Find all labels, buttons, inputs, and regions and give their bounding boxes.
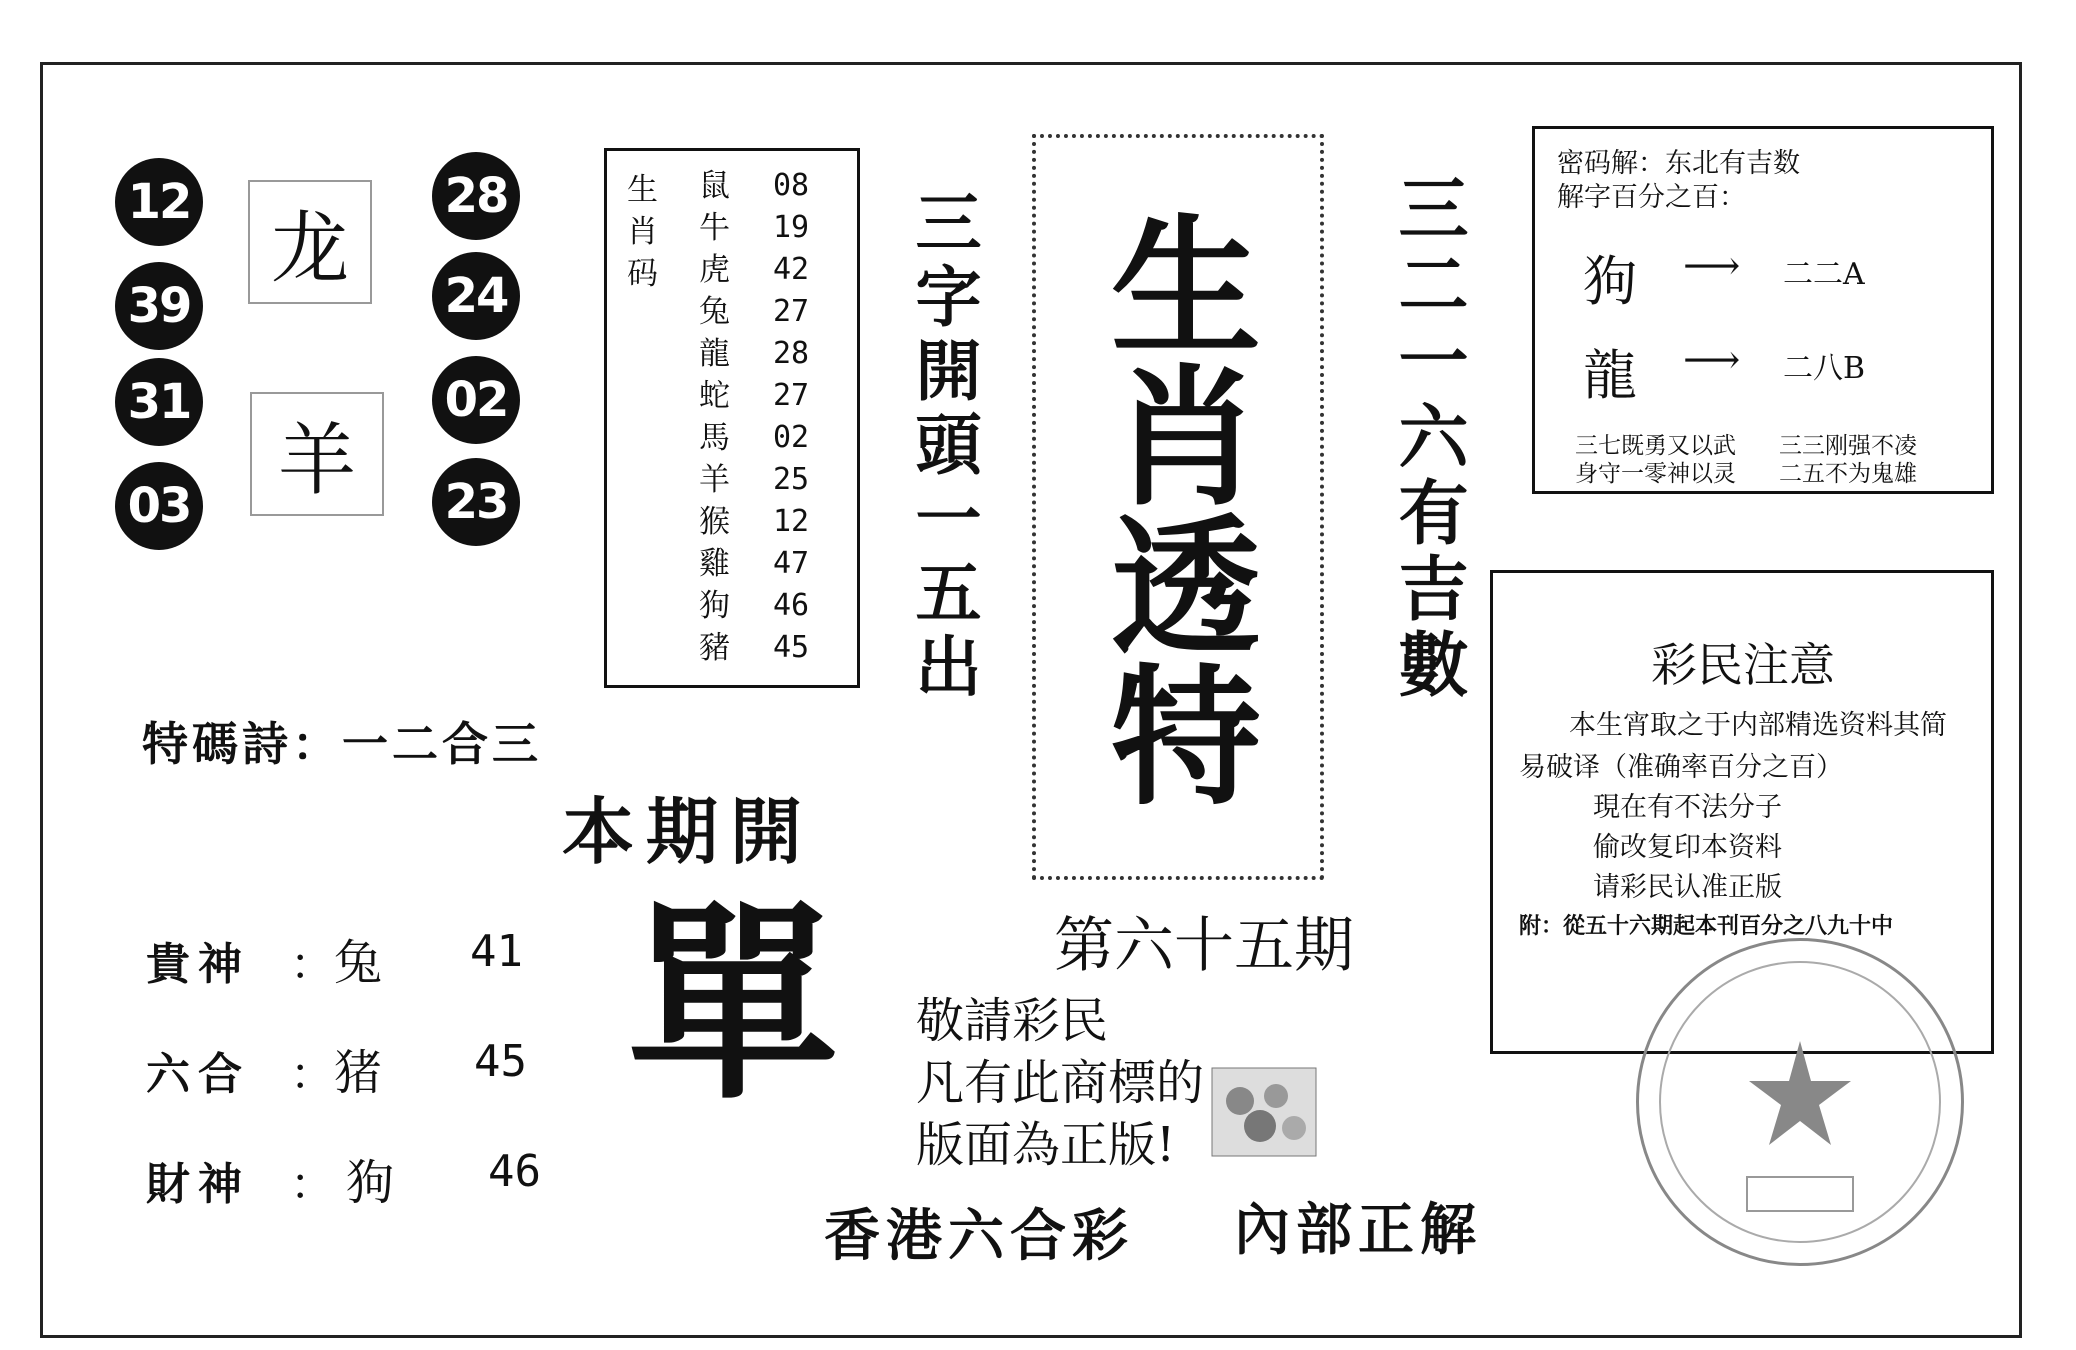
notice-line: 偷改复印本资料 bbox=[1593, 832, 1782, 863]
left-vertical-slogan: 三字開頭一五出 bbox=[904, 188, 982, 706]
cipher-poem: 二五不为鬼雄 bbox=[1779, 461, 1917, 487]
zodiac-box-dragon: 龙 bbox=[248, 180, 372, 304]
cipher-box bbox=[1532, 126, 1994, 494]
god-animal: 兔 bbox=[334, 935, 383, 991]
table-animal: 兔 bbox=[699, 294, 730, 330]
table-label: 生肖码 bbox=[627, 172, 658, 292]
god-number: 46 bbox=[488, 1146, 541, 1197]
god-number: 45 bbox=[474, 1036, 527, 1087]
table-number: 25 bbox=[773, 462, 810, 497]
table-animal: 牛 bbox=[699, 210, 730, 246]
single-character: 單 bbox=[628, 881, 839, 1128]
table-animal: 蛇 bbox=[699, 378, 730, 414]
zodiac-code-table bbox=[604, 148, 860, 688]
table-number-column bbox=[773, 165, 833, 669]
bottom-left-text: 香港六合彩 bbox=[824, 1203, 1134, 1269]
table-number: 27 bbox=[773, 294, 810, 329]
table-animal: 龍 bbox=[699, 336, 730, 372]
number-ball: 31 bbox=[115, 358, 203, 446]
number-ball: 39 bbox=[115, 262, 203, 350]
notice-line: 易破译（准确率百分之百） bbox=[1519, 752, 1843, 783]
table-animal: 馬 bbox=[699, 420, 730, 456]
table-number: 47 bbox=[773, 546, 810, 581]
number-ball: 12 bbox=[115, 158, 203, 246]
table-number: 46 bbox=[773, 588, 810, 623]
table-animal: 羊 bbox=[699, 462, 730, 498]
god-label: 貴神 bbox=[146, 939, 250, 990]
notice-line: 本生宵取之于内部精选资料其简 bbox=[1569, 710, 1947, 741]
number-ball: 02 bbox=[432, 356, 520, 444]
notice-line: 現在有不法分子 bbox=[1593, 792, 1782, 823]
number-ball: 28 bbox=[432, 152, 520, 240]
table-number: 42 bbox=[773, 252, 810, 287]
arrow-icon: ⟶ bbox=[1683, 337, 1741, 383]
cipher-poem: 三七既勇又以武 bbox=[1575, 433, 1736, 459]
table-animal: 狗 bbox=[699, 588, 730, 624]
arrow-icon: ⟶ bbox=[1683, 243, 1741, 289]
main-title: 生肖透特 bbox=[1085, 208, 1261, 808]
cipher-code: 二八B bbox=[1783, 351, 1866, 386]
table-number: 19 bbox=[773, 210, 810, 245]
table-number: 27 bbox=[773, 378, 810, 413]
god-label: 財神 bbox=[146, 1159, 250, 1210]
official-seal bbox=[1636, 938, 1964, 1266]
god-colon: ： bbox=[290, 1049, 334, 1100]
god-label: 六合 bbox=[146, 1049, 250, 1100]
god-colon: ： bbox=[290, 939, 334, 990]
table-number: 08 bbox=[773, 168, 810, 203]
cipher-animal: 狗 bbox=[1583, 250, 1637, 313]
cipher-line-2: 解字百分之百： bbox=[1557, 182, 1746, 213]
god-animal: 猪 bbox=[334, 1045, 383, 1101]
table-animal: 豬 bbox=[699, 630, 730, 666]
number-ball: 23 bbox=[432, 458, 520, 546]
respect-line: 凡有此商標的 bbox=[916, 1055, 1205, 1111]
issue-number: 第六十五期 bbox=[1054, 911, 1354, 981]
number-ball: 24 bbox=[432, 252, 520, 340]
seal-star-icon bbox=[1639, 941, 1961, 1263]
table-animal: 虎 bbox=[699, 252, 730, 288]
table-animal: 鼠 bbox=[699, 168, 730, 204]
cipher-animal: 龍 bbox=[1583, 344, 1637, 407]
table-number: 12 bbox=[773, 504, 810, 539]
table-number: 28 bbox=[773, 336, 810, 371]
notice-title: 彩民注意 bbox=[1651, 638, 1835, 692]
table-animal: 雞 bbox=[699, 546, 730, 582]
god-colon: ： bbox=[290, 1159, 334, 1210]
respect-line: 版面為正版! bbox=[916, 1117, 1176, 1173]
right-vertical-slogan: 三二一六有吉數 bbox=[1387, 172, 1470, 704]
respect-line: 敬請彩民 bbox=[916, 993, 1109, 1049]
table-animal: 猴 bbox=[699, 504, 730, 540]
notice-footer: 附：從五十六期起本刊百分之八九十中 bbox=[1519, 913, 1894, 939]
number-ball: 03 bbox=[115, 462, 203, 550]
god-number: 41 bbox=[470, 926, 523, 977]
this-issue-label: 本期開 bbox=[562, 789, 815, 874]
respect-notice bbox=[916, 990, 1204, 1176]
title-box bbox=[1032, 134, 1324, 880]
table-number: 02 bbox=[773, 420, 810, 455]
cipher-code: 二二A bbox=[1783, 257, 1865, 292]
god-animal: 狗 bbox=[346, 1155, 395, 1211]
trademark-logo bbox=[1210, 1066, 1318, 1158]
table-number: 45 bbox=[773, 630, 810, 665]
cipher-poem: 身守一零神以灵 bbox=[1575, 461, 1736, 487]
special-code-poem: 特碼詩：一二合三 bbox=[142, 717, 542, 771]
notice-line: 请彩民认准正版 bbox=[1593, 872, 1782, 903]
bottom-right-text: 內部正解 bbox=[1234, 1197, 1482, 1263]
cipher-line-1: 密码解：东北有吉数 bbox=[1557, 148, 1800, 179]
table-animal-column bbox=[699, 165, 739, 669]
cipher-poem: 三三刚强不凌 bbox=[1779, 433, 1917, 459]
zodiac-box-goat: 羊 bbox=[250, 392, 384, 516]
